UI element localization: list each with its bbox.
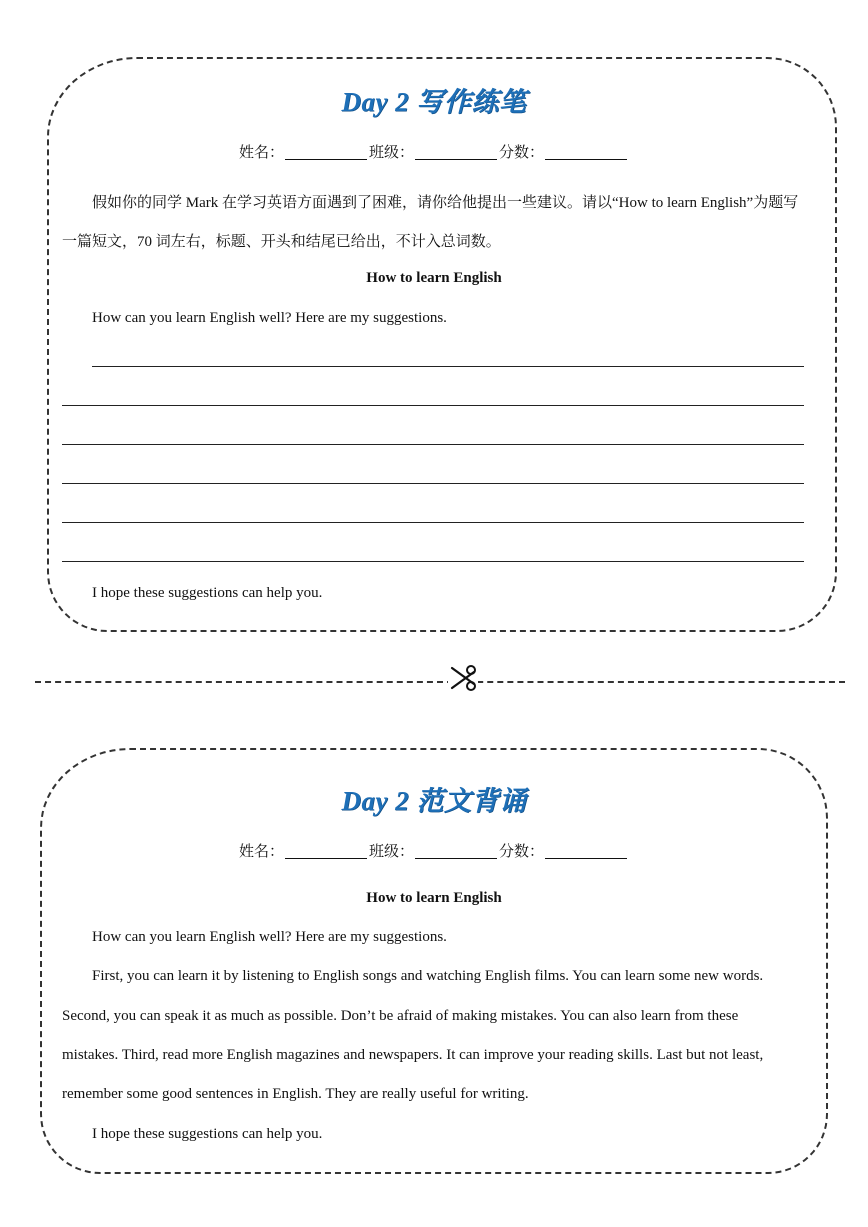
essay-line: mistakes. Third, read more English magazines and newspapers. It can improve your reading skills. Last but not least, (62, 1047, 764, 1063)
class-blank[interactable] (415, 145, 497, 160)
score-label: 分数： (499, 145, 545, 161)
answer-line[interactable] (62, 405, 804, 406)
answer-line[interactable] (62, 444, 804, 445)
score-blank[interactable] (545, 145, 627, 160)
essay-closing: I hope these suggestions can help you. (92, 585, 323, 601)
writing-practice-title: Day 2 写作练笔 (341, 87, 527, 117)
name-blank[interactable] (285, 844, 367, 859)
scissors-icon (448, 664, 478, 692)
essay-line: Second, you can speak it as much as possible. Don’t be afraid of making mistakes. You can also learn from these (62, 1008, 739, 1024)
class-label: 班级： (368, 145, 414, 161)
prompt-line-2: 一篇短文，70 词左右，标题、开头和结尾已给出，不计入总词数。 (62, 234, 501, 250)
name-label: 姓名： (238, 844, 284, 860)
essay-line: I hope these suggestions can help you. (92, 1126, 323, 1142)
essay-opening: How can you learn English well? Here are my suggestions. (92, 310, 447, 326)
model-essay-title: Day 2 范文背诵 (341, 786, 527, 816)
essay-line: First, you can learn it by listening to English songs and watching English films. You can learn some new words. (92, 968, 764, 984)
name-blank[interactable] (285, 145, 367, 160)
answer-line[interactable] (62, 561, 804, 562)
answer-line[interactable] (92, 366, 804, 367)
student-info-row (0, 840, 868, 861)
answer-line[interactable] (62, 522, 804, 523)
essay-line: remember some good sentences in English. They are really useful for writing. (62, 1086, 529, 1102)
class-label: 班级： (368, 844, 414, 860)
essay-title: How to learn English (366, 890, 502, 906)
name-label: 姓名： (238, 145, 284, 161)
cut-line (35, 681, 845, 683)
class-blank[interactable] (415, 844, 497, 859)
essay-title: How to learn English (366, 270, 502, 286)
score-label: 分数： (499, 844, 545, 860)
essay-line: How can you learn English well? Here are my suggestions. (92, 929, 447, 945)
score-blank[interactable] (545, 844, 627, 859)
student-info-row (0, 141, 868, 162)
answer-line[interactable] (62, 483, 804, 484)
prompt-line-1: 假如你的同学 Mark 在学习英语方面遇到了困难，请你给他提出一些建议。请以“How to learn English”为题写 (92, 195, 799, 211)
